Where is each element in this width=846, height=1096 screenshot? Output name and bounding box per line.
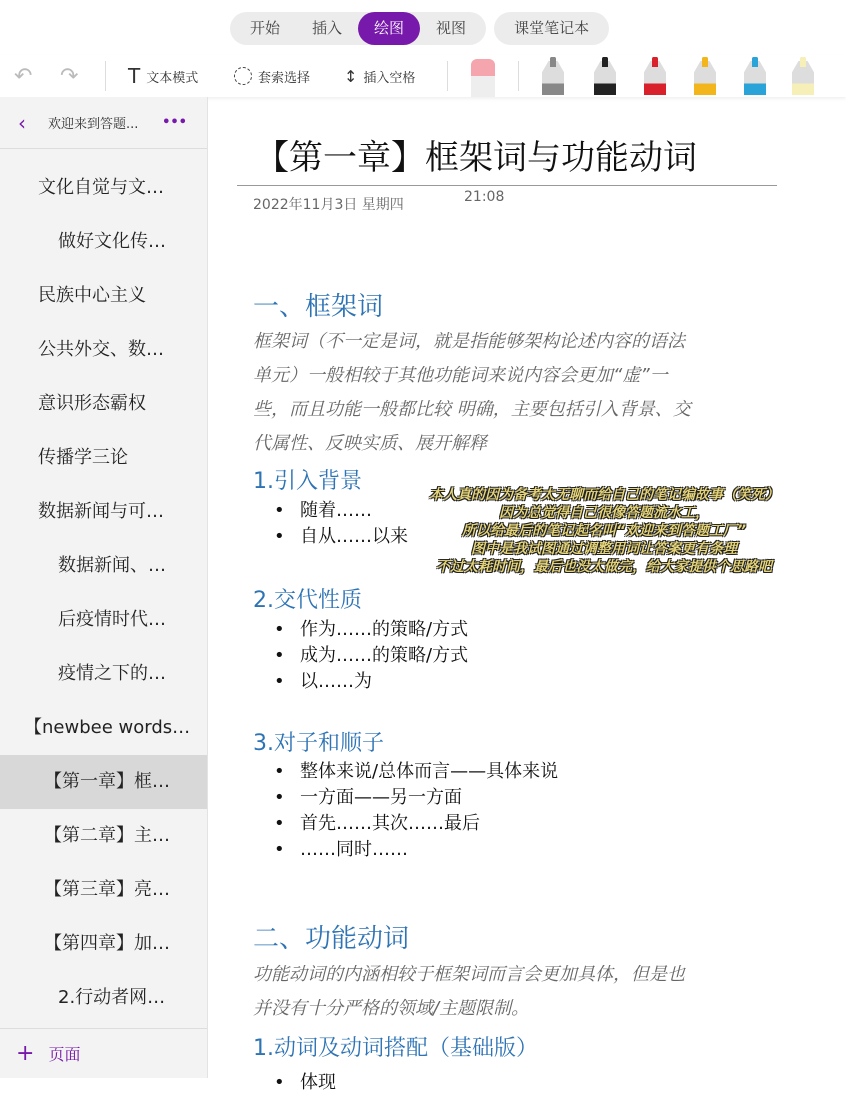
page-date: 2022年11月3日 星期四 bbox=[253, 197, 404, 213]
add-page-label: 页面 bbox=[48, 1045, 81, 1064]
sidebar-page-item[interactable]: 【第三章】亮… bbox=[44, 879, 170, 900]
pen-tool-3-icon[interactable] bbox=[694, 57, 716, 95]
add-page-button[interactable] bbox=[0, 1028, 208, 1078]
eraser-icon[interactable] bbox=[471, 59, 495, 97]
list-2 bbox=[300, 617, 468, 695]
list-item: • 成为……的策略/方式 bbox=[300, 643, 468, 669]
tab-group-class bbox=[494, 12, 609, 45]
annotation-line: 因为总觉得自己很像答题流水工， bbox=[499, 505, 709, 521]
undo-icon[interactable]: ↶ bbox=[14, 63, 33, 89]
lasso-label: 套索选择 bbox=[258, 70, 311, 86]
redo-icon[interactable]: ↷ bbox=[60, 63, 79, 89]
text-mode-label: 文本模式 bbox=[146, 70, 199, 86]
list-item: • 首先……其次……最后 bbox=[300, 811, 558, 837]
function-verbs-description bbox=[253, 958, 685, 1026]
paragraph-line: 单元）一般相较于其他功能词来说内容会更加“虚”一 bbox=[253, 365, 668, 386]
annotation-line: 不过太耗时间，最后也没太做完，给大家提供个思路吧 bbox=[436, 559, 772, 575]
sidebar-page-item[interactable]: 传播学三论 bbox=[38, 447, 128, 468]
tab-insert[interactable]: 插入 bbox=[312, 19, 343, 37]
tab-group bbox=[230, 12, 486, 45]
paragraph-line: 代属性、反映实质、展开解释 bbox=[253, 433, 487, 454]
subheading-2: 2.交代性质 bbox=[253, 588, 362, 613]
page-time: 21:08 bbox=[464, 189, 505, 205]
paragraph-line: 框架词（不一定是词，就是指能够架构论述内容的语法 bbox=[253, 331, 685, 352]
sidebar-page-item[interactable]: 数据新闻与可… bbox=[38, 501, 164, 522]
pen-tool-5-icon[interactable] bbox=[792, 57, 814, 95]
insert-space-label: 插入空格 bbox=[363, 70, 416, 86]
divider bbox=[518, 61, 519, 91]
tab-home[interactable]: 开始 bbox=[250, 19, 281, 37]
list-item: • ……同时…… bbox=[300, 837, 558, 863]
list-3 bbox=[300, 759, 558, 863]
pen-tip bbox=[800, 57, 806, 67]
plus-icon: + bbox=[16, 1041, 35, 1066]
sidebar-page-item[interactable]: 做好文化传… bbox=[58, 231, 166, 252]
sidebar-page-item[interactable]: 后疫情时代… bbox=[58, 609, 166, 630]
annotation-line: 图中是我试图通过调整用词让答案更有条理 bbox=[471, 541, 737, 557]
list-item: • 作为……的策略/方式 bbox=[300, 617, 468, 643]
sidebar-page-item[interactable]: 公共外交、数… bbox=[38, 339, 164, 360]
subheading-1: 1.引入背景 bbox=[253, 469, 362, 494]
pen-tip bbox=[702, 57, 708, 67]
title-underline bbox=[237, 185, 777, 186]
pen-tip bbox=[652, 57, 658, 67]
list-item: • 一方面——另一方面 bbox=[300, 785, 558, 811]
divider bbox=[447, 61, 448, 91]
sidebar-page-item[interactable]: 【newbee words… bbox=[24, 717, 191, 738]
section-title: 欢迎来到答题... bbox=[48, 117, 139, 132]
subheading-3: 3.对子和顺子 bbox=[253, 731, 384, 756]
framework-description bbox=[253, 325, 691, 461]
sidebar-page-item[interactable]: 民族中心主义 bbox=[38, 285, 146, 306]
sidebar-page-item[interactable]: 数据新闻、… bbox=[58, 555, 166, 576]
back-icon[interactable]: ‹ bbox=[18, 110, 26, 135]
draw-toolbar bbox=[0, 55, 846, 97]
text-t-icon: T bbox=[128, 64, 141, 88]
text-mode-button[interactable] bbox=[128, 63, 198, 89]
list-item: • 以……为 bbox=[300, 669, 468, 695]
insert-space-button[interactable] bbox=[344, 63, 415, 89]
pen-tip bbox=[550, 57, 556, 67]
divider bbox=[105, 61, 106, 91]
list-item: • 自从……以来 bbox=[300, 524, 408, 550]
paragraph-line: 功能动词的内涵相较于框架词而言会更加具体，但是也 bbox=[253, 964, 685, 985]
pen-tool-2-icon[interactable] bbox=[644, 57, 666, 95]
heading-function-verbs: 二、功能动词 bbox=[253, 924, 410, 954]
tab-view[interactable]: 视图 bbox=[436, 19, 467, 37]
sidebar-page-item[interactable]: 【第二章】主… bbox=[44, 825, 170, 846]
sidebar-page-item[interactable]: 【第一章】框… bbox=[0, 755, 208, 809]
pen-tool-4-icon[interactable] bbox=[744, 57, 766, 95]
tab-class-notebook[interactable]: 课堂笔记本 bbox=[514, 19, 590, 37]
sidebar-page-item[interactable]: 疫情之下的… bbox=[58, 663, 166, 684]
page-list-sidebar bbox=[0, 97, 208, 1078]
pen-tip bbox=[752, 57, 758, 67]
page-title[interactable]: 【第一章】框架词与功能动词 bbox=[255, 138, 697, 178]
pen-tool-1-icon[interactable] bbox=[594, 57, 616, 95]
annotation-line: 所以给最后的笔记起名叫“欢迎来到答题工厂” bbox=[461, 523, 747, 539]
list-4 bbox=[300, 1070, 336, 1096]
paragraph-line: 些，而且功能一般都比较 明确，主要包括引入背景、交 bbox=[253, 399, 691, 420]
lasso-icon bbox=[234, 67, 252, 85]
ribbon-tabs bbox=[230, 12, 609, 45]
pen-tip bbox=[602, 57, 608, 67]
annotation-overlay bbox=[388, 486, 820, 576]
sidebar-page-item[interactable]: 意识形态霸权 bbox=[38, 393, 146, 414]
tab-draw[interactable]: 绘图 bbox=[358, 12, 420, 45]
insert-space-icon: ↕ bbox=[344, 66, 358, 86]
list-item: • 体现 bbox=[300, 1070, 336, 1096]
list-item: • 随着…… bbox=[300, 498, 408, 524]
subheading-4: 1.动词及动词搭配（基础版） bbox=[253, 1036, 538, 1061]
section-header bbox=[0, 97, 207, 149]
pen-tool-0-icon[interactable] bbox=[542, 57, 564, 95]
list-item: • 整体来说/总体而言——具体来说 bbox=[300, 759, 558, 785]
lasso-select-button[interactable] bbox=[234, 63, 310, 89]
heading-framework-words: 一、框架词 bbox=[253, 292, 384, 322]
sidebar-page-item[interactable]: 2.行动者网… bbox=[58, 987, 166, 1008]
sidebar-page-item[interactable]: 【第四章】加… bbox=[44, 933, 170, 954]
sidebar-page-item[interactable]: 文化自觉与文… bbox=[38, 177, 164, 198]
annotation-line: 本人真的因为备考太无聊而给自己的笔记编故事（笑死） bbox=[429, 487, 779, 503]
paragraph-line: 并没有十分严格的领域/主题限制。 bbox=[253, 998, 530, 1019]
more-icon[interactable]: ••• bbox=[162, 115, 187, 130]
